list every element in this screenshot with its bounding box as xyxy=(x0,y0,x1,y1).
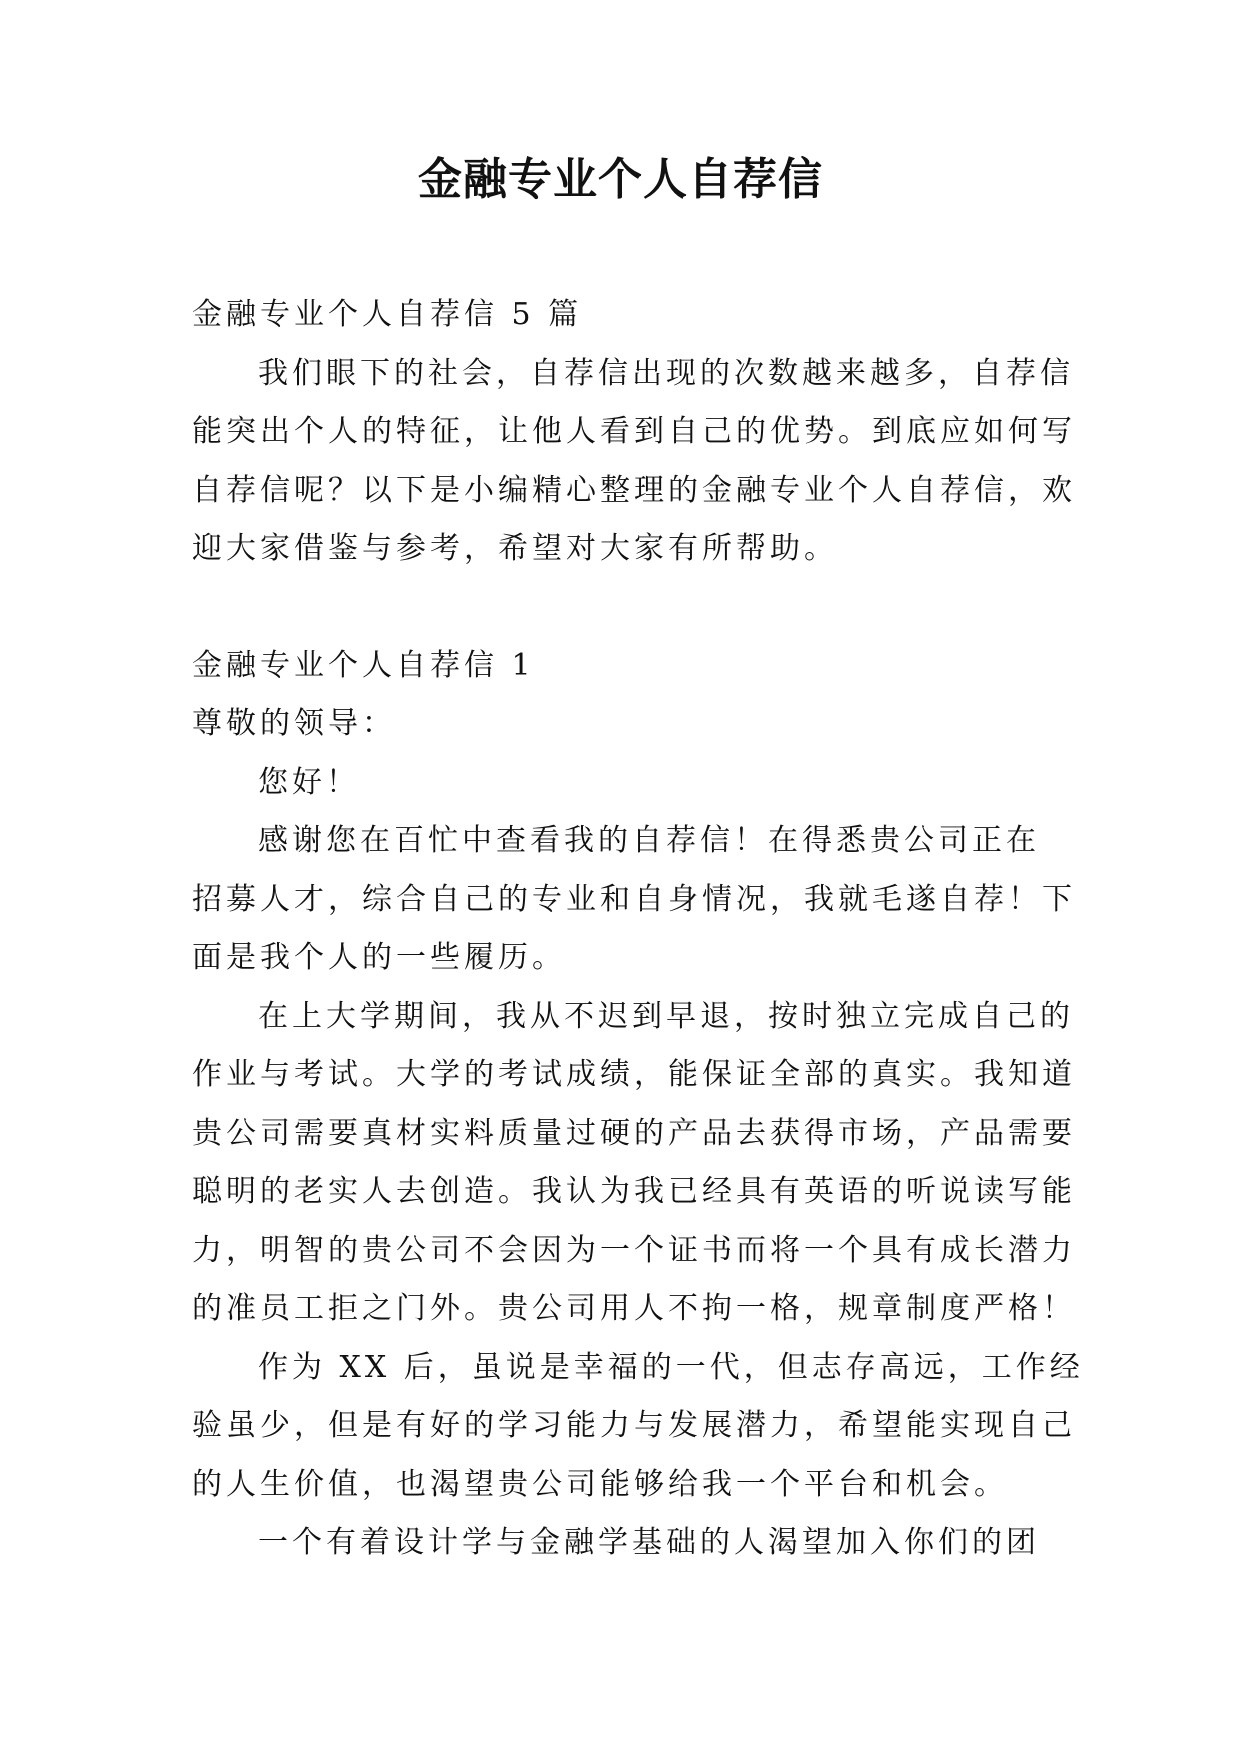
paragraph-line: 贵公司需要真材实料质量过硬的产品去获得市场，产品需要 xyxy=(192,1115,1076,1151)
document-title: 金融专业个人自荐信 xyxy=(418,154,823,205)
paragraph-line: 的准员工拒之门外。贵公司用人不拘一格，规章制度严格！ xyxy=(192,1291,1076,1326)
section-heading: 金融专业个人自荐信 1 xyxy=(192,647,535,683)
blank-line xyxy=(192,579,1062,637)
greeting: 您好！ xyxy=(258,764,360,800)
paragraph-line: 聪明的老实人去创造。我认为我已经具有英语的听说读写能 xyxy=(192,1174,1076,1209)
paragraph-line: 在上大学期间，我从不迟到早退，按时独立完成自己的 xyxy=(258,998,1074,1034)
paragraph-line: 自荐信呢？以下是小编精心整理的金融专业个人自荐信，欢 xyxy=(192,472,1076,508)
paragraph-line: 一个有着设计学与金融学基础的人渴望加入你们的团 xyxy=(258,1525,1040,1560)
paragraph-line: 力，明智的贵公司不会因为一个证书而将一个具有成长潜力 xyxy=(192,1232,1076,1268)
salutation: 尊敬的领导： xyxy=(192,706,396,741)
paragraph-line: 的人生价值，也渴望贵公司能够给我一个平台和机会。 xyxy=(192,1466,1008,1502)
paragraph-line: 感谢您在百忙中查看我的自荐信！在得悉贵公司正在 xyxy=(258,823,1040,858)
paragraph-line: 能突出个人的特征，让他人看到自己的优势。到底应如何写 xyxy=(192,414,1076,449)
document-body xyxy=(192,286,1084,1573)
paragraph-line: 验虽少，但是有好的学习能力与发展潜力，希望能实现自己 xyxy=(192,1408,1076,1443)
subtitle-line: 金融专业个人自荐信 5 篇 xyxy=(192,297,583,332)
paragraph-line: 迎大家借鉴与参考，希望对大家有所帮助。 xyxy=(192,531,838,566)
paragraph-line: 招募人才，综合自己的专业和自身情况，我就毛遂自荐！下 xyxy=(192,881,1076,917)
paragraph-line: 作业与考试。大学的考试成绩，能保证全部的真实。我知道 xyxy=(192,1057,1076,1092)
paragraph-line: 面是我个人的一些履历。 xyxy=(192,940,566,975)
paragraph-line: 我们眼下的社会，自荐信出现的次数越来越多，自荐信 xyxy=(258,355,1074,391)
paragraph-line: 作为 XX 后，虽说是幸福的一代，但志存高远，工作经 xyxy=(258,1349,1084,1385)
